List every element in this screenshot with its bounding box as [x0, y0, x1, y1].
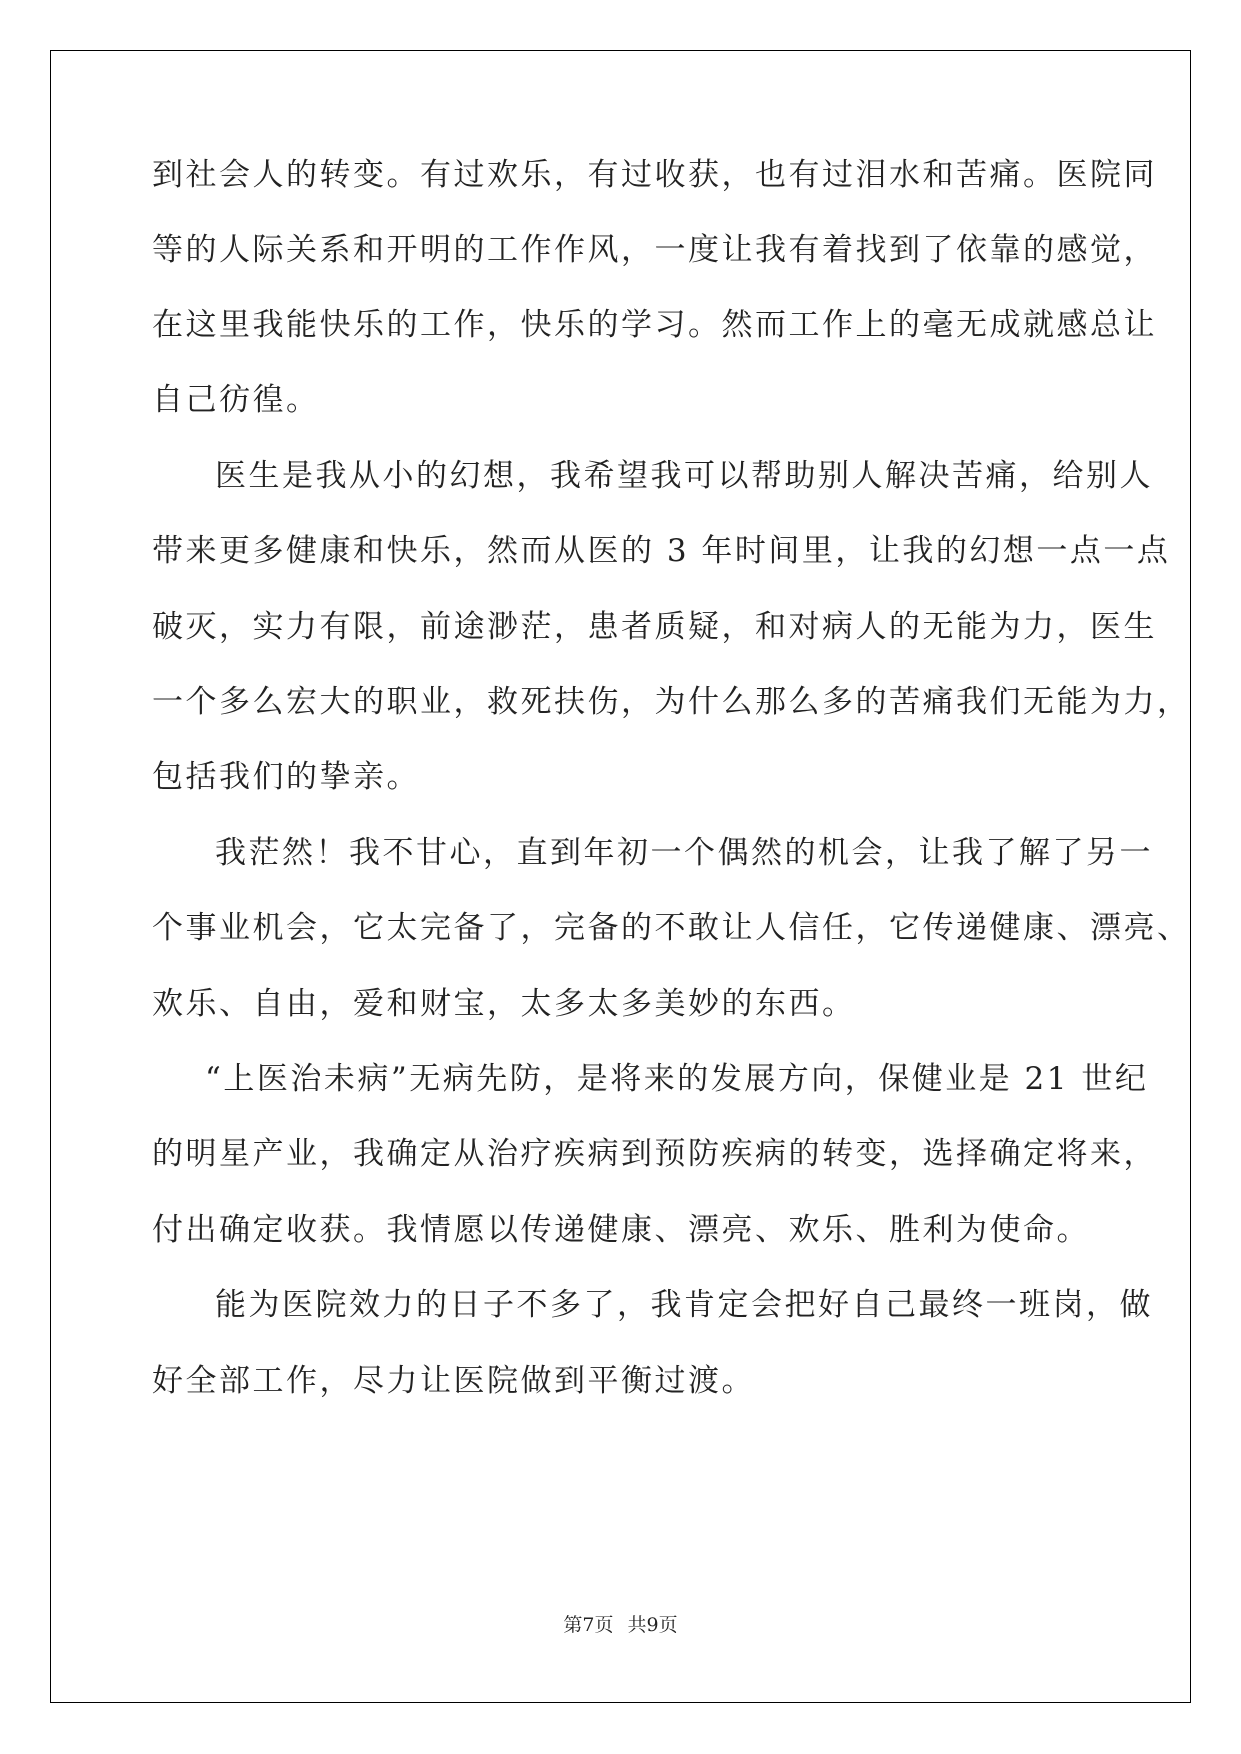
- text-line: 付出确定收获。我情愿以传递健康、漂亮、欢乐、胜利为使命。: [152, 1212, 1090, 1248]
- page-border: [50, 50, 1191, 1703]
- text-line: 带来更多健康和快乐，然而从医的 3 年时间里，让我的幻想一点一点: [152, 533, 1171, 569]
- text-line: 自己彷徨。: [152, 382, 320, 418]
- text-line: 一个多么宏大的职业，救死扶伤，为什么那么多的苦痛我们无能为力，: [152, 684, 1191, 720]
- paragraph-start-line: 能为医院效力的日子不多了，我肯定会把好自己最终一班岗，做: [215, 1287, 1153, 1323]
- text-line: 好全部工作，尽力让医院做到平衡过渡。: [152, 1363, 755, 1399]
- page-footer: [0, 1610, 1241, 1637]
- page-number: 第7页: [563, 1614, 614, 1636]
- text-line: 的明星产业，我确定从治疗疾病到预防疾病的转变，选择确定将来，: [152, 1136, 1157, 1172]
- text-line: 破灭，实力有限，前途渺茫，患者质疑，和对病人的无能为力，医生: [152, 609, 1157, 645]
- paragraph-start-line: 医生是我从小的幻想，我希望我可以帮助别人解决苦痛，给别人: [215, 458, 1153, 494]
- text-line: 个事业机会，它太完备了，完备的不敢让人信任，它传递健康、漂亮、: [152, 910, 1191, 946]
- text-line: 等的人际关系和开明的工作作风，一度让我有着找到了依靠的感觉，: [152, 232, 1157, 268]
- text-line: 欢乐、自由，爱和财宝，太多太多美妙的东西。: [152, 986, 856, 1022]
- text-line: 在这里我能快乐的工作，快乐的学习。然而工作上的毫无成就感总让: [152, 307, 1157, 343]
- paragraph-start-line: 我茫然！我不甘心，直到年初一个偶然的机会，让我了解了另一: [215, 835, 1153, 871]
- text-line: 到社会人的转变。有过欢乐，有过收获，也有过泪水和苦痛。医院同: [152, 157, 1157, 193]
- page-total: 共9页: [627, 1614, 678, 1636]
- text-line: 包括我们的挚亲。: [152, 759, 420, 795]
- paragraph-start-line: “上医治未病”无病先防，是将来的发展方向，保健业是 21 世纪: [205, 1061, 1149, 1097]
